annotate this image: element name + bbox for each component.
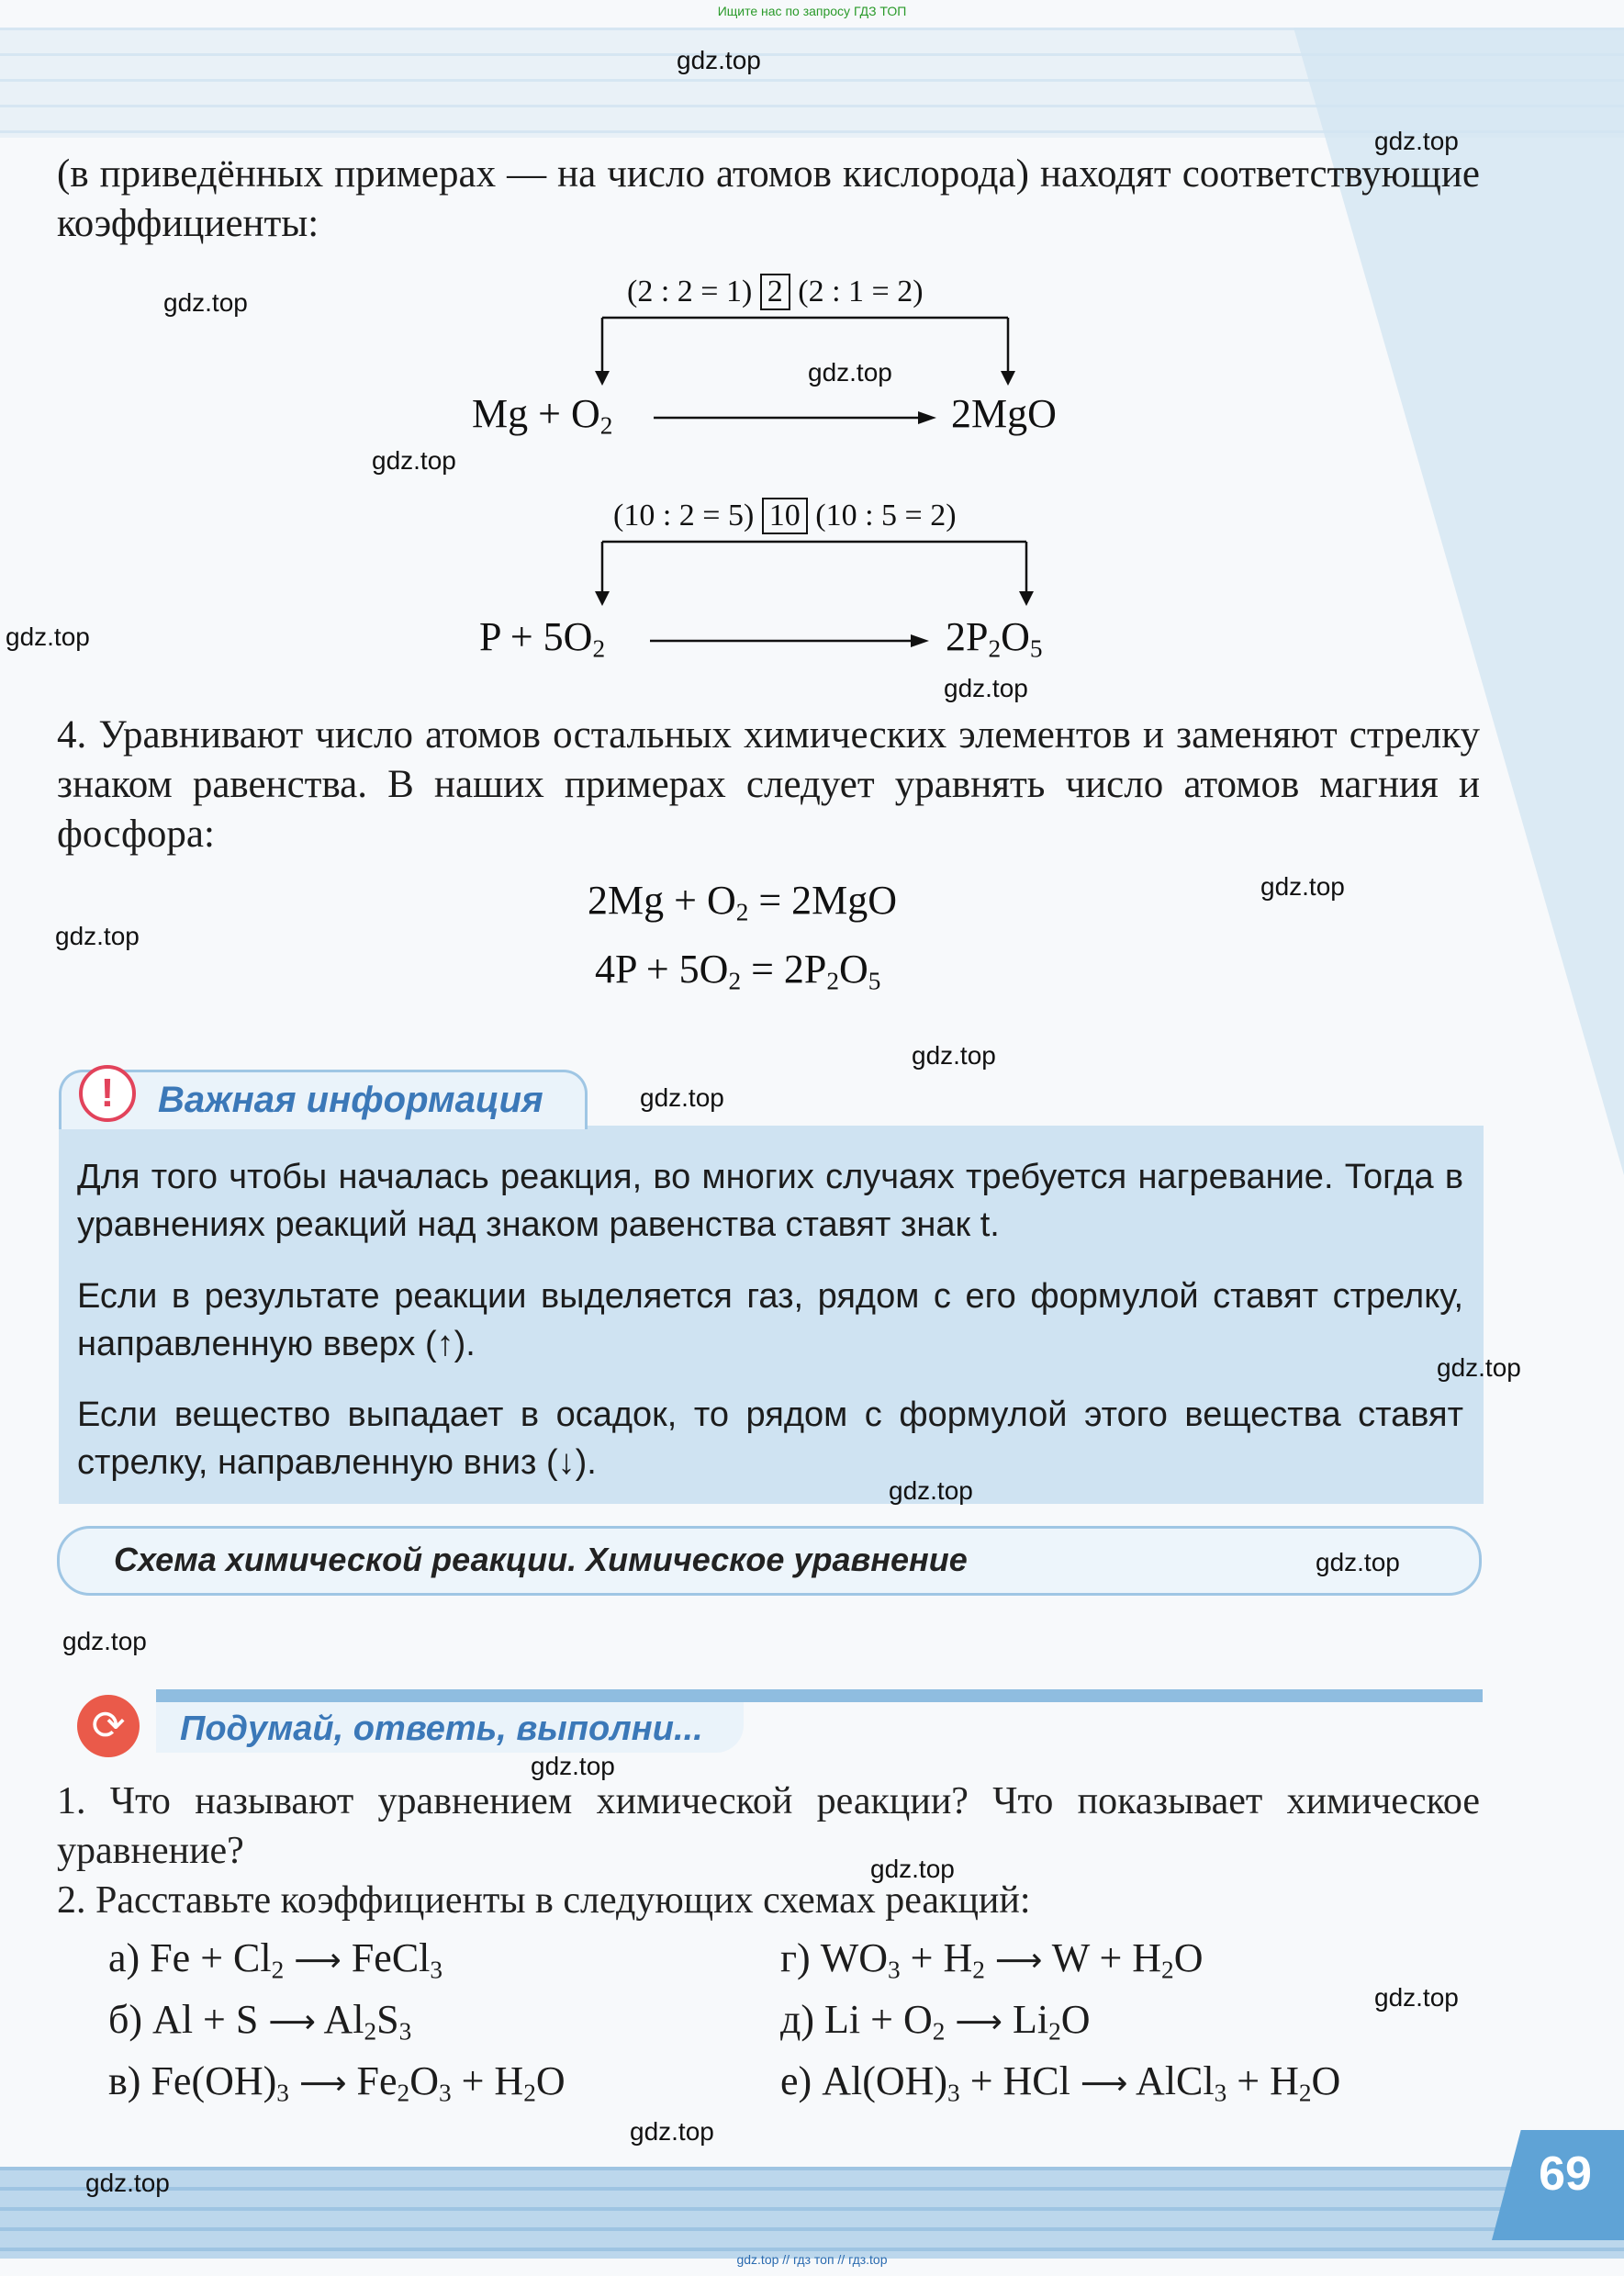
balanced-equation-1: $2Mg + O_2 = 2MgO$ [588, 878, 898, 926]
watermark: gdz.top [944, 674, 1028, 702]
example2-ratios [613, 498, 957, 534]
intro-paragraph: (в приведённых примерах — на число атомов кислорода) находят соответствующие коэффициенты: [57, 152, 1480, 245]
think-section-bar [156, 1689, 1483, 1702]
watermark: gdz.top [85, 2169, 170, 2197]
watermark: gdz.top [1374, 127, 1459, 155]
watermark: gdz.top [630, 2117, 714, 2146]
watermark: gdz.top [870, 1855, 955, 1883]
example2-ratio-right: (10 : 5 = 2) [815, 499, 957, 533]
example1-ratio-right: (2 : 1 = 2) [798, 275, 924, 308]
footer-note: gdz.top // гдз топ // гдз.top [736, 2252, 888, 2267]
key-terms-text: Схема химической реакции. Химическое уравнение [114, 1541, 968, 1578]
watermark: gdz.top [1437, 1353, 1521, 1382]
watermark: gdz.top [6, 622, 90, 651]
example2-lcm: 10 [762, 498, 808, 534]
watermark: gdz.top [1260, 872, 1345, 901]
info-paragraph-2: Если в результате реакции выделяется газ, рядом с его формулой ставят стрелку, направленную вверх (↑). [77, 1277, 1463, 1363]
header-note: Ищите нас по запросу ГДЗ ТОП [717, 4, 907, 18]
example1-ratios [627, 274, 924, 310]
refresh-icon: ⟳ [77, 1695, 140, 1757]
watermark: gdz.top [1316, 1548, 1400, 1576]
example2-rhs: $2P_2O_5$ [946, 614, 1043, 663]
page-number: 69 [1539, 2147, 1592, 2201]
watermark: gdz.top [889, 1476, 973, 1505]
watermark: gdz.top [912, 1041, 996, 1070]
watermark: gdz.top [62, 1627, 147, 1655]
watermark: gdz.top [372, 446, 456, 475]
task-g: г) $WO_3 + H_2$ ⟶ $W + H_2O$ [780, 1935, 1204, 1984]
balanced-equation-2: $4P + 5O_2 = 2P_2O_5$ [595, 947, 881, 995]
task-v: в) $Fe(OH)_3$ ⟶ $Fe_2O_3 + H_2O$ [108, 2058, 566, 2107]
task-d: д) $Li + O_2$ ⟶ $Li_2O$ [780, 1997, 1091, 2046]
exclamation-icon: ! [79, 1065, 136, 1122]
important-info-title: Важная информация [158, 1080, 543, 1120]
example1-lhs: $Mg + O_2$ [472, 391, 613, 440]
question-2: 2. Расставьте коэффициенты в следующих схемах реакций: [57, 1879, 1031, 1922]
watermark: gdz.top [677, 46, 761, 74]
example1-ratio-left: (2 : 2 = 1) [627, 275, 753, 308]
info-paragraph-3: Если вещество выпадает в осадок, то рядом с формулой этого вещества ставят стрелку, направленную вниз (↓). [77, 1396, 1463, 1482]
example1-lcm: 2 [760, 274, 790, 310]
example2-lhs: $P + 5O_2$ [479, 614, 606, 663]
question-1: 1. Что называют уравнением химической реакции? Что показывает химическое уравнение? [57, 1780, 1480, 1872]
watermark: gdz.top [163, 288, 248, 317]
example2-ratio-left: (10 : 2 = 5) [613, 499, 755, 533]
watermark: gdz.top [640, 1083, 724, 1112]
step4-paragraph: 4. Уравнивают число атомов остальных химических элементов и заменяют стрелку знаком равенства. В наших примерах следует уравнять число атомов магния и фосфора: [57, 713, 1480, 856]
task-e: е) $Al(OH)_3$ + HCl ⟶ AlCl$_3$ + $H_2O$ [780, 2058, 1341, 2107]
watermark: gdz.top [55, 922, 140, 950]
watermark: gdz.top [1374, 1983, 1459, 2012]
info-paragraph-1: Для того чтобы началась реакция, во многих случаях требуется нагревание. Тогда в уравнениях реакций над знаком равенства ставят знак t. [77, 1158, 1463, 1244]
watermark: gdz.top [531, 1752, 615, 1780]
example1-rhs: 2MgO [951, 391, 1057, 436]
watermark: gdz.top [808, 358, 892, 387]
task-b: б) Al + S ⟶ $Al_2S_3$ [108, 1997, 412, 2046]
think-section-title: Подумай, ответь, выполни... [180, 1710, 703, 1748]
task-a: а) $Fe + Cl_2$ ⟶ FeCl$_3$ [108, 1935, 443, 1984]
